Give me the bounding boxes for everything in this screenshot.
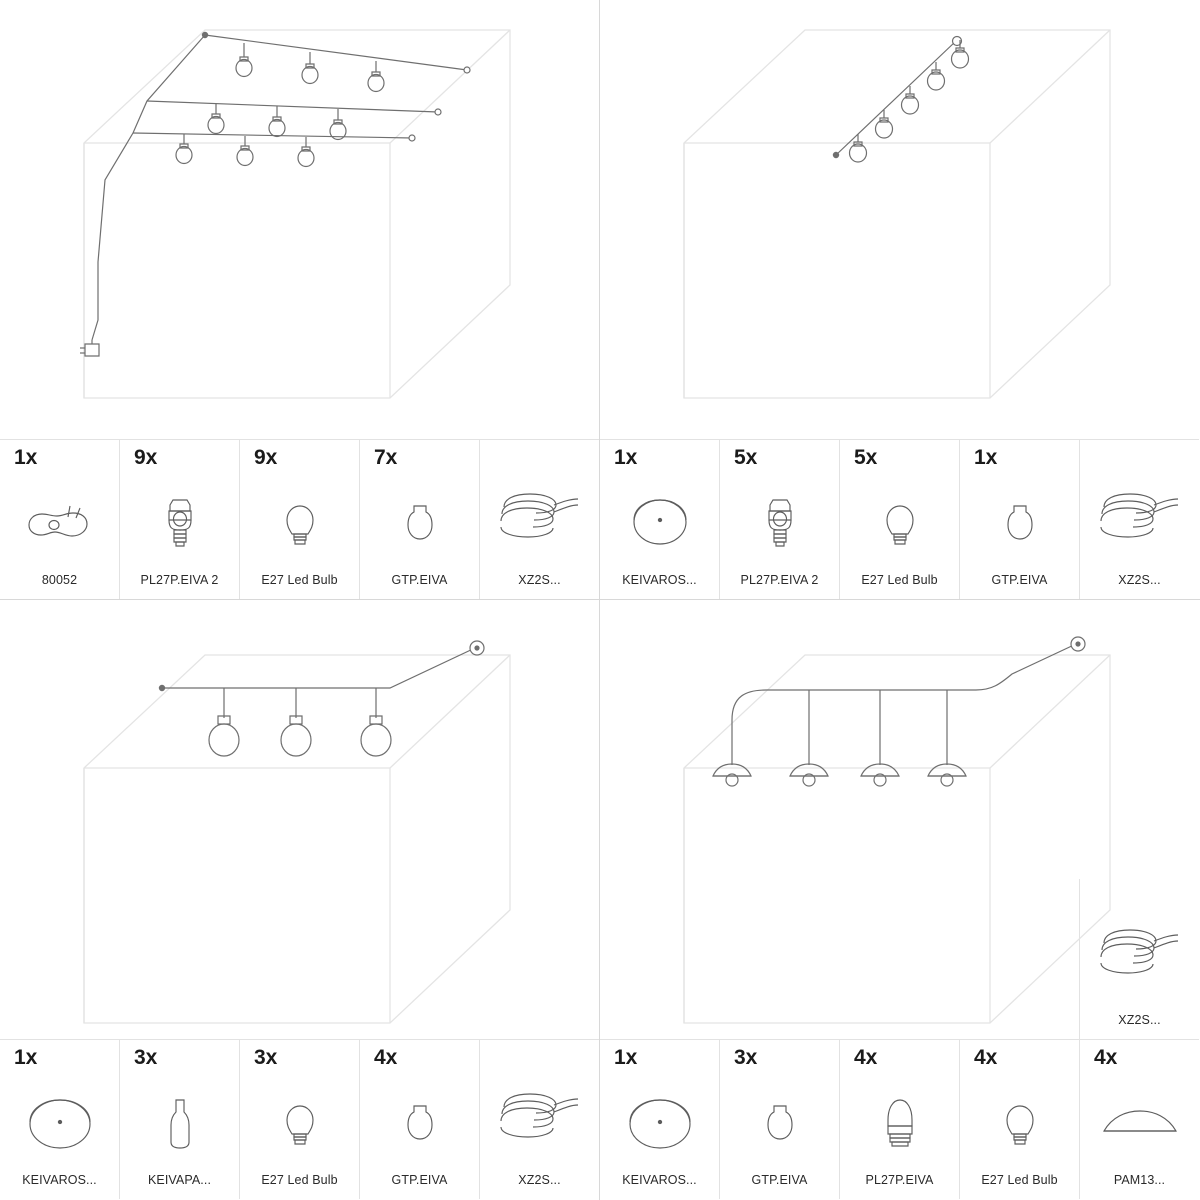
part-qty: 3x <box>734 1046 758 1069</box>
part-qty: 1x <box>614 446 638 469</box>
part-label: 80052 <box>41 573 78 587</box>
cable-coil-icon <box>480 451 599 573</box>
part-qty: 1x <box>14 1046 38 1069</box>
part-qty: 1x <box>14 446 38 469</box>
part-qty: 3x <box>254 1046 278 1069</box>
part-label: XZ2S... <box>518 1173 561 1187</box>
cable-gland-icon <box>360 1072 479 1173</box>
lampholder-icon <box>120 472 239 573</box>
part-qty: 4x <box>974 1046 998 1069</box>
lamp-shade-icon <box>1080 1072 1199 1173</box>
part-qty: 7x <box>374 446 398 469</box>
part-label: XZ2S... <box>518 573 561 587</box>
cable-gland-icon <box>960 472 1079 573</box>
part-label: GTP.EIVA <box>391 573 448 587</box>
ceiling-rose-icon <box>600 472 719 573</box>
scene-diagonal-string-light-with-ceiling-rose <box>600 0 1199 430</box>
part-qty: 3x <box>134 1046 158 1069</box>
part-item[interactable] <box>959 1039 1079 1199</box>
part-label: PL27P.EIVA <box>865 1173 934 1187</box>
part-item[interactable] <box>479 439 599 599</box>
scene-three-pendant-drop-string-light <box>0 600 599 1030</box>
part-qty: 1x <box>974 446 998 469</box>
part-item-extra[interactable] <box>1079 879 1199 1039</box>
part-item[interactable] <box>839 1039 959 1199</box>
part-label: PL27P.EIVA 2 <box>740 573 819 587</box>
part-item[interactable] <box>719 1039 839 1199</box>
part-label: E27 Led Bulb <box>861 573 938 587</box>
bulb-icon <box>960 1072 1079 1173</box>
quadrant-bottom-left <box>0 600 599 1199</box>
part-item[interactable] <box>239 439 359 599</box>
ceiling-rose-icon <box>0 1072 119 1173</box>
part-item[interactable] <box>479 1039 599 1199</box>
part-item[interactable] <box>839 439 959 599</box>
part-qty: 4x <box>374 1046 398 1069</box>
part-label: PL27P.EIVA 2 <box>140 573 219 587</box>
part-qty: 4x <box>854 1046 878 1069</box>
part-item[interactable] <box>359 439 479 599</box>
cable-gripper-icon <box>120 1072 239 1173</box>
part-item[interactable] <box>1079 1039 1199 1199</box>
part-label: KEIVAPA... <box>147 1173 212 1187</box>
part-label: XZ2S... <box>1118 1013 1161 1027</box>
part-label: KEIVAROS... <box>22 1173 97 1187</box>
part-label: PAM13... <box>1113 1173 1166 1187</box>
part-label: GTP.EIVA <box>391 1173 448 1187</box>
parts-list-bottom-left <box>0 1039 599 1199</box>
cable-coil-icon <box>480 1051 599 1173</box>
cable-coil-icon <box>1080 883 1199 1013</box>
plug-icon <box>0 472 119 573</box>
cable-gland-icon <box>360 472 479 573</box>
scene-three-row-string-light-with-plug <box>0 0 599 430</box>
lampholder-icon <box>840 1072 959 1173</box>
part-label: XZ2S... <box>1118 573 1161 587</box>
lampholder-icon <box>720 472 839 573</box>
part-label: KEIVAROS... <box>622 573 697 587</box>
bulb-icon <box>240 472 359 573</box>
part-item[interactable] <box>119 1039 239 1199</box>
parts-list-top-right <box>600 439 1199 599</box>
part-qty: 9x <box>254 446 278 469</box>
part-item[interactable] <box>959 439 1079 599</box>
part-label: GTP.EIVA <box>751 1173 808 1187</box>
part-item[interactable] <box>0 1039 119 1199</box>
part-qty: 9x <box>134 446 158 469</box>
parts-list-bottom-right <box>600 1039 1199 1199</box>
part-item[interactable] <box>119 439 239 599</box>
part-qty: 1x <box>614 1046 638 1069</box>
cable-gland-icon <box>720 1072 839 1173</box>
quadrant-top-right <box>600 0 1199 599</box>
part-label: E27 Led Bulb <box>261 573 338 587</box>
quadrant-bottom-right <box>600 600 1199 1199</box>
part-item[interactable] <box>1079 439 1199 599</box>
part-item[interactable] <box>719 439 839 599</box>
quadrant-top-left <box>0 0 599 599</box>
part-qty: 5x <box>854 446 878 469</box>
part-item[interactable] <box>600 439 719 599</box>
part-qty: 5x <box>734 446 758 469</box>
part-qty: 4x <box>1094 1046 1118 1069</box>
part-item[interactable] <box>0 439 119 599</box>
parts-list-top-left <box>0 439 599 599</box>
part-item[interactable] <box>359 1039 479 1199</box>
cable-coil-icon <box>1080 451 1199 573</box>
part-label: E27 Led Bulb <box>981 1173 1058 1187</box>
part-item[interactable] <box>600 1039 719 1199</box>
bulb-icon <box>240 1072 359 1173</box>
part-label: E27 Led Bulb <box>261 1173 338 1187</box>
bulb-icon <box>840 472 959 573</box>
part-label: GTP.EIVA <box>991 573 1048 587</box>
part-item[interactable] <box>239 1039 359 1199</box>
ceiling-rose-icon <box>600 1072 719 1173</box>
part-label: KEIVAROS... <box>622 1173 697 1187</box>
